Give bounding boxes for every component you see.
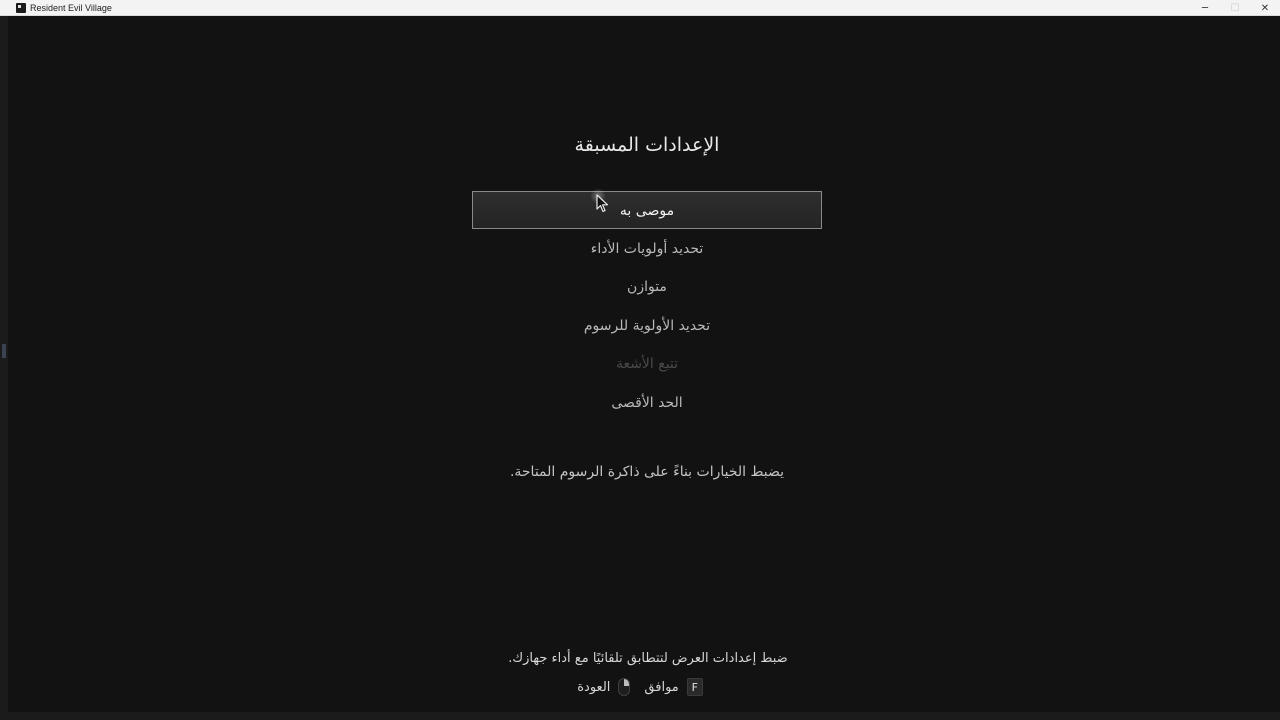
mouse-cursor-icon: [596, 194, 610, 214]
window-titlebar: [0, 0, 1280, 16]
option-prioritize-graphics[interactable]: تحديد الأولوية للرسوم: [583, 317, 711, 334]
maximize-button[interactable]: ☐: [1230, 2, 1240, 14]
app-icon: [16, 3, 26, 13]
f-key-icon: F: [687, 678, 703, 696]
bottom-window-edge: [0, 712, 1280, 720]
minimize-button[interactable]: ─: [1201, 2, 1209, 14]
confirm-control[interactable]: [644, 678, 702, 696]
window-title: Resident Evil Village: [30, 2, 112, 13]
option-description: يضبط الخيارات بناءً على ذاكرة الرسوم المتاحة.: [509, 464, 785, 480]
option-ray-tracing: تتبع الأشعة: [615, 356, 679, 372]
mouse-right-button-icon: [618, 678, 630, 696]
footer-hint: ضبط إعدادات العرض لتتطابق تلقائيًا مع أداء جهازك.: [508, 651, 788, 666]
window-controls: [1190, 0, 1280, 16]
confirm-label: موافق: [644, 679, 679, 695]
option-recommended[interactable]: موصى به: [472, 191, 822, 229]
preset-options-list: [472, 191, 822, 422]
left-window-edge: [0, 16, 8, 712]
edge-marker: [2, 344, 6, 358]
option-max[interactable]: الحد الأقصى: [611, 394, 683, 411]
presets-title: الإعدادات المسبقة: [574, 134, 720, 156]
option-balanced[interactable]: متوازن: [627, 279, 667, 295]
back-control[interactable]: [577, 678, 630, 696]
footer-controls: [540, 676, 740, 698]
back-label: العودة: [577, 679, 611, 695]
close-button[interactable]: ✕: [1260, 2, 1270, 14]
option-prioritize-performance[interactable]: تحديد أولويات الأداء: [590, 240, 704, 257]
